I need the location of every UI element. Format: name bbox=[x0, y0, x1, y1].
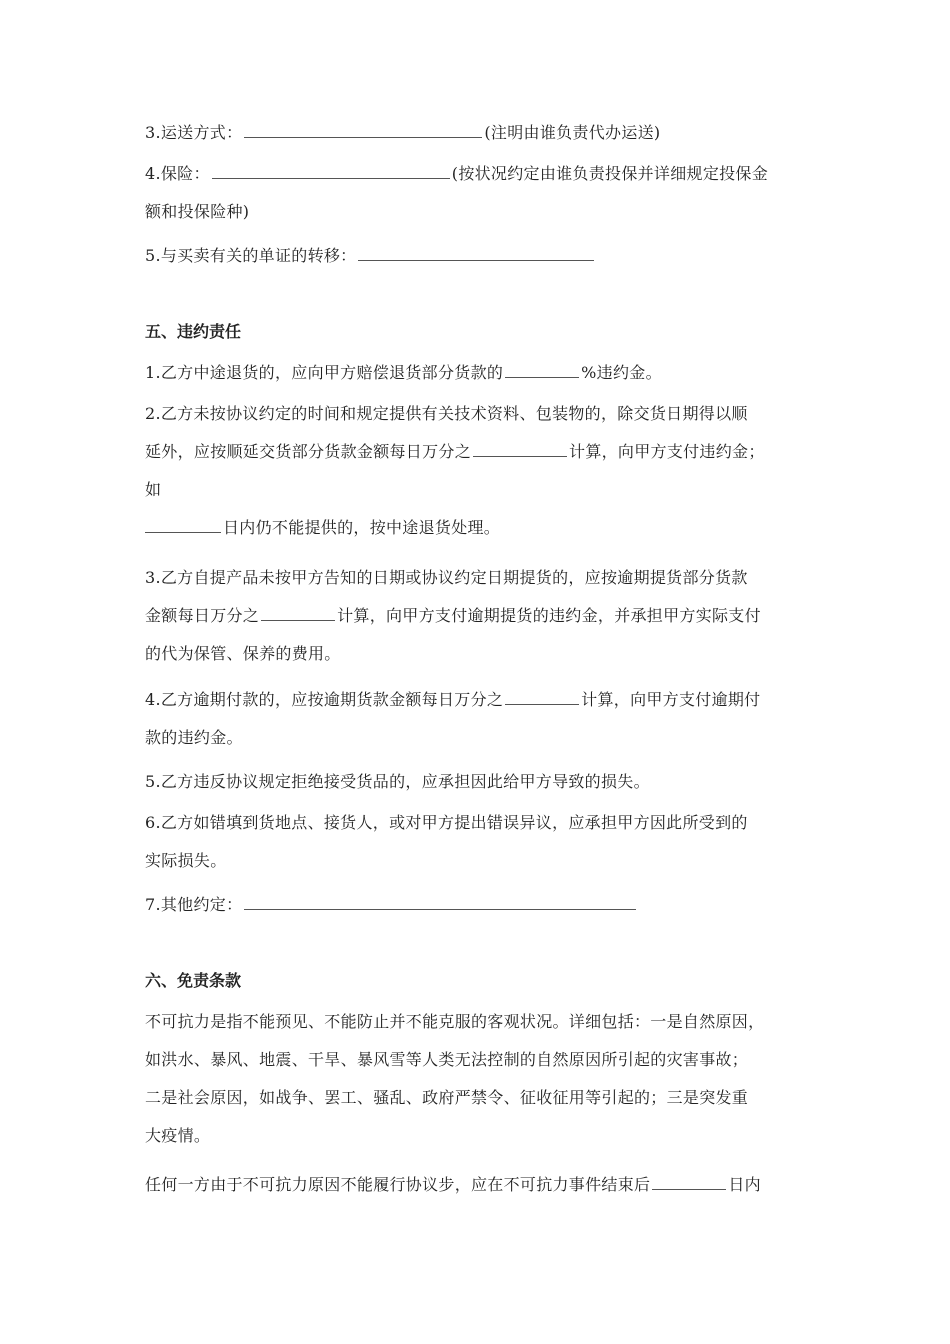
force-majeure-line-2: 如洪水、暴风、地震、干旱、暴风雪等人类无法控制的自然原因所引起的灾害事故； bbox=[145, 1050, 749, 1069]
force-majeure-line-3: 二是社会原因，如战争、罢工、骚乱、政府严禁令、征收征用等引起的；三是突发重 bbox=[145, 1088, 749, 1107]
breach-2-line-3: 如 bbox=[145, 480, 162, 499]
breach-4-line-1a: 4.乙方逾期付款的，应按逾期货款金额每日万分之 bbox=[145, 690, 504, 709]
breach-3-line-3: 的代为保管、保养的费用。 bbox=[145, 644, 341, 663]
breach-2-line-1: 2.乙方未按协议约定的时间和规定提供有关技术资料、包装物的，除交货日期得以顺 bbox=[145, 404, 748, 423]
breach-6-line-2: 实际损失。 bbox=[145, 851, 227, 870]
breach-1-blank[interactable] bbox=[505, 363, 579, 378]
documents-label: 5.与买卖有关的单证的转移： bbox=[145, 246, 357, 265]
breach-4-line-1b: 计算，向甲方支付逾期付 bbox=[581, 690, 761, 709]
breach-item-7 bbox=[145, 886, 805, 924]
breach-2-blank-days[interactable] bbox=[145, 518, 221, 533]
item-documents-transfer bbox=[145, 237, 805, 275]
breach-item-6 bbox=[145, 804, 805, 880]
item-shipping-method bbox=[145, 114, 805, 152]
insurance-note-b: 额和投保险种) bbox=[145, 202, 250, 221]
notice-text-a: 任何一方由于不可抗力原因不能履行协议步，应在不可抗力事件结束后 bbox=[145, 1175, 651, 1194]
breach-1-text-b: %违约金。 bbox=[581, 363, 662, 382]
other-terms-label: 7.其他约定： bbox=[145, 895, 243, 914]
breach-item-4 bbox=[145, 681, 805, 757]
breach-3-blank[interactable] bbox=[261, 606, 335, 621]
section-heading-breach: 五、违约责任 bbox=[145, 322, 242, 341]
breach-3-line-2b: 计算，向甲方支付逾期提货的违约金，并承担甲方实际支付 bbox=[337, 606, 761, 625]
shipping-label: 3.运送方式： bbox=[145, 123, 243, 142]
breach-1-text-a: 1.乙方中途退货的，应向甲方赔偿退货部分货款的 bbox=[145, 363, 504, 382]
breach-3-line-2a: 金额每日万分之 bbox=[145, 606, 260, 625]
insurance-note-a: (按状况约定由谁负责投保并详细规定投保金 bbox=[451, 164, 769, 183]
breach-item-5: 5.乙方违反协议规定拒绝接受货品的，应承担因此给甲方导致的损失。 bbox=[145, 772, 650, 791]
notice-text-b: 日内 bbox=[728, 1175, 761, 1194]
insurance-blank[interactable] bbox=[212, 164, 450, 179]
force-majeure-notice bbox=[145, 1166, 805, 1204]
force-majeure-line-4: 大疫情。 bbox=[145, 1126, 211, 1145]
breach-2-line-4: 日内仍不能提供的，按中途退货处理。 bbox=[223, 518, 501, 537]
shipping-blank[interactable] bbox=[244, 123, 482, 138]
force-majeure-line-1: 不可抗力是指不能预见、不能防止并不能克服的客观状况。详细包括：一是自然原因， bbox=[145, 1012, 765, 1031]
shipping-note: (注明由谁负责代办运送) bbox=[484, 123, 661, 142]
breach-4-blank[interactable] bbox=[505, 690, 579, 705]
breach-3-line-1: 3.乙方自提产品未按甲方告知的日期或协议约定日期提货的，应按逾期提货部分货款 bbox=[145, 568, 748, 587]
documents-blank[interactable] bbox=[358, 246, 594, 261]
breach-item-3 bbox=[145, 559, 805, 673]
breach-4-line-2: 款的违约金。 bbox=[145, 728, 243, 747]
other-terms-blank[interactable] bbox=[244, 895, 636, 910]
breach-item-2 bbox=[145, 395, 805, 547]
breach-6-line-1: 6.乙方如错填到货地点、接货人，或对甲方提出错误异议，应承担甲方因此所受到的 bbox=[145, 813, 748, 832]
breach-2-blank-rate[interactable] bbox=[473, 442, 567, 457]
breach-2-line-2a: 延外，应按顺延交货部分货款金额每日万分之 bbox=[145, 442, 472, 461]
insurance-label: 4.保险： bbox=[145, 164, 210, 183]
item-insurance bbox=[145, 155, 805, 231]
section-heading-exemption: 六、免责条款 bbox=[145, 971, 242, 990]
breach-item-1 bbox=[145, 354, 805, 392]
notice-days-blank[interactable] bbox=[652, 1175, 726, 1190]
breach-2-line-2b: 计算，向甲方支付违约金； bbox=[569, 442, 765, 461]
force-majeure-definition bbox=[145, 1003, 805, 1155]
